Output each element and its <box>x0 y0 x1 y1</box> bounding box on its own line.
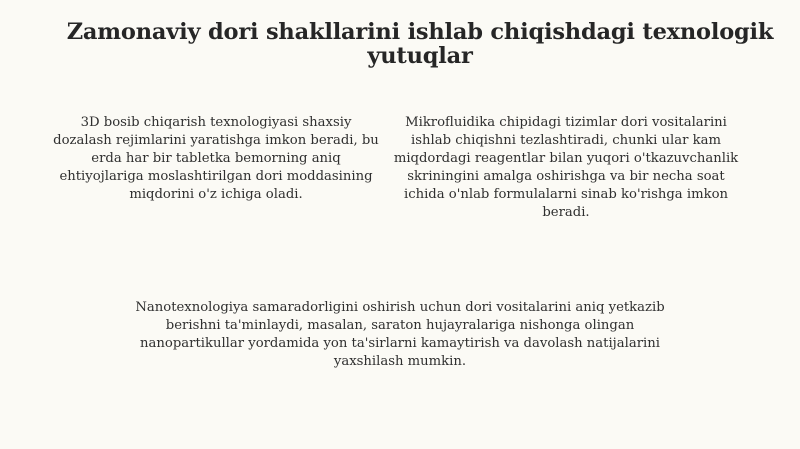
text-block-microfluidics: Mikrofluidika chipidagi tizimlar dori vositalarini ishlab chiqishni tezlashtiradi, chunki ular kam miqdordagi reagentlar bilan yuqori o'tkazuvchanlik skriningini amalga oshirishga va bir necha soat ichida o'nlab formulalarni sinab ko'rishga imkon beradi. <box>393 115 739 220</box>
text-block-3d-printing: 3D bosib chiqarish texnologiyasi shaxsiy dozalash rejimlarini yaratishga imkon beradi, bu erda har bir tabletka bemorning aniq ehtiyojlariga moslashtirilgan dori moddasining miqdorini o'z ichiga oladi. <box>53 115 379 202</box>
text-block-nanotechnology: Nanotexnologiya samaradorligini oshirish uchun dori vositalarini aniq yetkazib berishni ta'minlaydi, masalan, saraton hujayralariga nishonga olingan nanopartikullar yordamida yon ta'sirlarni kamaytirish va davolash natijalarini yaxshilash mumkin. <box>135 300 665 369</box>
slide-title: Zamonaviy dori shakllarini ishlab chiqishdagi texnologik yutuqlar <box>66 19 774 69</box>
